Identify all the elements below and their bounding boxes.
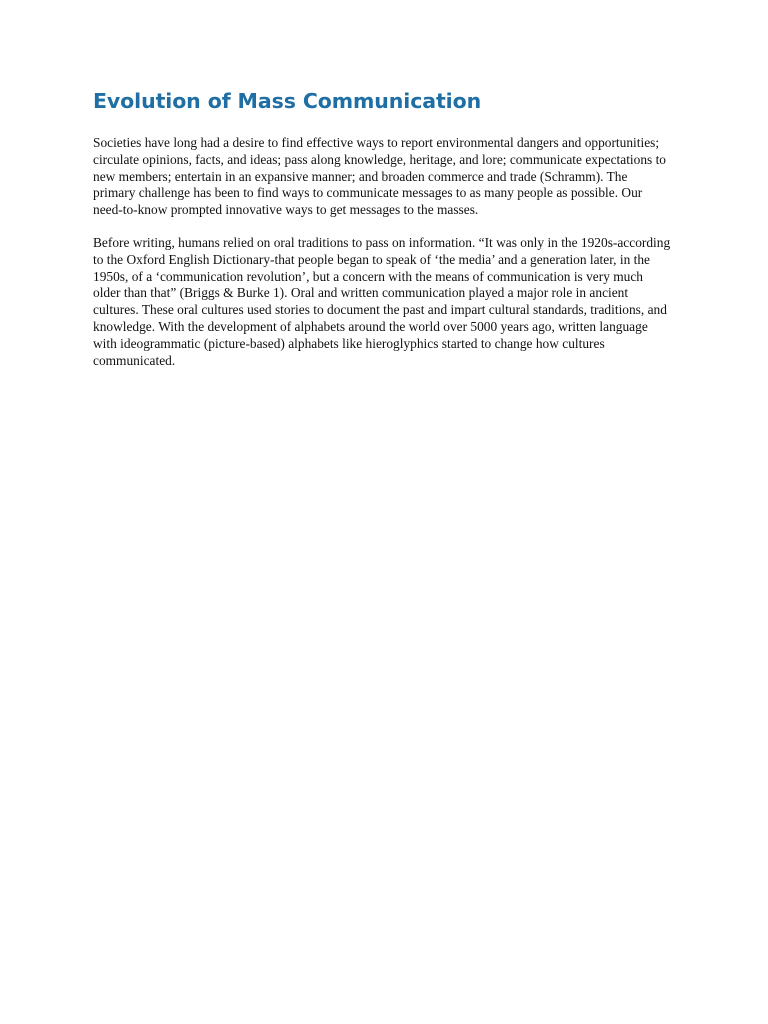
document-heading: Evolution of Mass Communication <box>93 89 482 113</box>
document-body <box>93 86 673 385</box>
paragraph-intro: Societies have long had a desire to find effective ways to report environmental dangers and opportunities; circulate opinions, facts, and ideas; pass along knowledge, heritage, and lore; communicate expectations to new members; entertain in an expansive manner; and broaden commerce and trade (Schramm). The primary challenge has been to find ways to communicate messages to as many people as possible. Our need-to-know prompted innovative ways to get messages to the masses. <box>93 135 667 218</box>
paragraph-oral-traditions: Before writing, humans relied on oral traditions to pass on information. “It was only in the 1920s-according to the Oxford English Dictionary-that people began to speak of ‘the media’ and a generation later, in the 1950s, of a ‘communication revolution’, but a concern with the means of communication is very much older than that” (Briggs & Burke 1). Oral and written communication played a major role in ancient cultures. These oral cultures used stories to document the past and impart cultural standards, traditions, and knowledge. With the development of alphabets around the world over 5000 years ago, written language with ideogrammatic (picture-based) alphabets like hieroglyphics started to change how cultures communicated. <box>93 234 671 368</box>
